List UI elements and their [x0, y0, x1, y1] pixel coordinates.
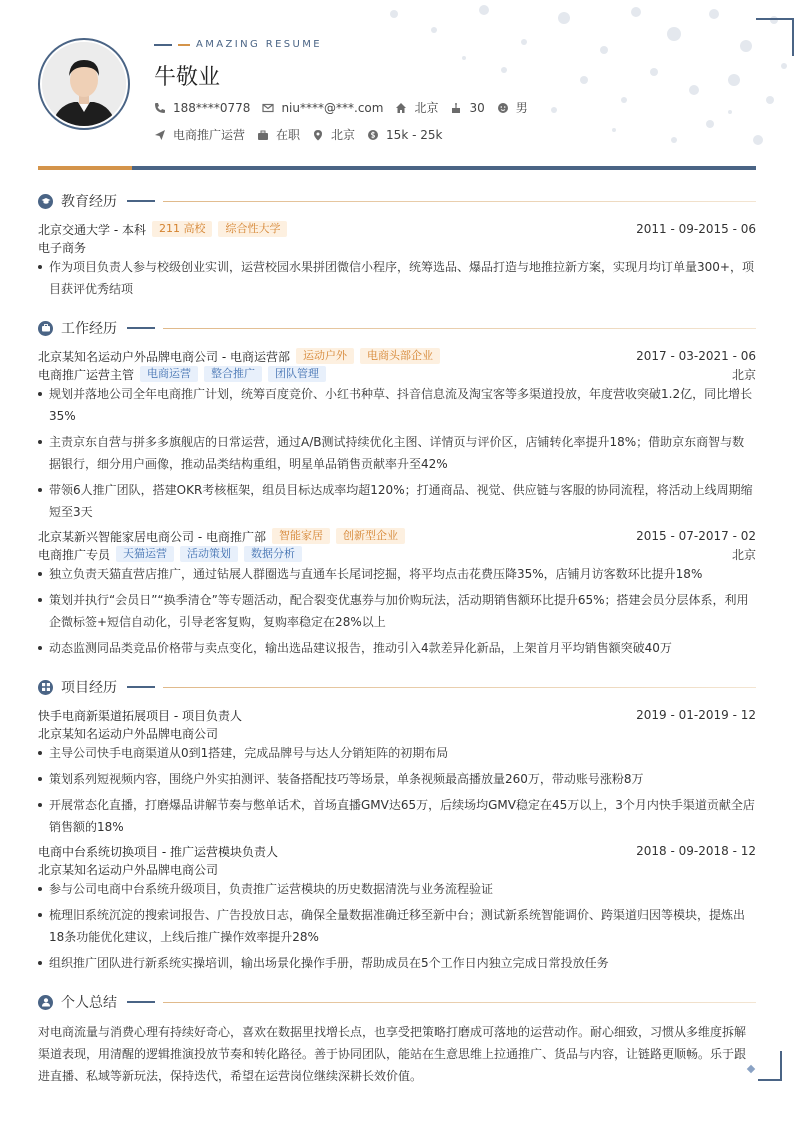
bullet-item: 动态监测同品类竞品价格带与卖点变化，输出选品建议报告，推动引入4款差异化新品，上架首月平均销售额突破40万 [38, 637, 756, 659]
candidate-name: 牛敬业 [154, 65, 221, 90]
grid-icon [38, 680, 53, 695]
location-pin-icon [312, 129, 324, 141]
skill-tag: 整合推广 [204, 366, 262, 382]
date-range: 2015 - 07-2017 - 02 [636, 529, 756, 543]
user-icon [38, 995, 53, 1010]
target-city-text: 北京 [331, 128, 356, 142]
intention-row [154, 126, 454, 143]
skill-tag: 团队管理 [268, 366, 326, 382]
section-projects [38, 677, 756, 697]
date-range: 2018 - 09-2018 - 12 [636, 844, 756, 858]
job-header-row [38, 347, 756, 365]
age-text: 30 [469, 100, 485, 115]
tag: 创新型企业 [336, 528, 405, 544]
bullet-item: 主责京东自营与拼多多旗舰店的日常运营，通过A/B测试持续优化主图、详情页与评价区，店铺转化率提升18%；借助京东商智与数据银行，细分用户画像，推动品类结构重组，明星单品销售贡献率升至42% [38, 431, 756, 475]
salary-icon [367, 129, 379, 141]
contact-row [154, 99, 540, 116]
section-title: 个人总结 [61, 995, 117, 1011]
project-org: 北京某知名运动户外品牌电商公司 [38, 862, 219, 877]
major-row [38, 238, 756, 256]
salary-text: 15k - 25k [386, 127, 443, 142]
tag: 智能家居 [272, 528, 330, 544]
target-role-text: 电商推广运营 [173, 128, 246, 142]
company-name: 北京某新兴智能家居电商公司 - 电商推广部 [38, 529, 266, 544]
phone-icon [154, 102, 166, 114]
home-icon [395, 102, 407, 114]
briefcase-icon [257, 129, 269, 141]
job-title-row [38, 365, 756, 383]
tag: 综合性大学 [218, 221, 287, 237]
education-header-row [38, 220, 756, 238]
bullet-item: 梳理旧系统沉淀的搜索词报告、广告投放日志，确保全量数据准确迁移至新中台；测试新系统智能调价、跨渠道归因等模块，提炼出18条功能优化建议，上线后推广操作效率提升28% [38, 904, 756, 948]
skill-tag: 天猫运营 [116, 546, 174, 562]
eyebrow-text: AMAZING RESUME [196, 39, 322, 50]
bullet-item: 开展常态化直播，打磨爆品讲解节奏与憋单话术，首场直播GMV达65万，后续场均GMV稳定在45万以上，3个月内快手渠道贡献全店销售额的18% [38, 794, 756, 838]
skill-tag: 电商运营 [140, 366, 198, 382]
job-title: 电商推广运营主管 [38, 367, 135, 382]
section-title: 工作经历 [61, 321, 117, 337]
skill-tag: 活动策划 [180, 546, 238, 562]
project-name: 快手电商新渠道拓展项目 - 项目负责人 [38, 708, 242, 723]
corner-decoration-top [756, 18, 794, 56]
job-title-row [38, 545, 756, 563]
section-work [38, 318, 756, 338]
section-title: 教育经历 [61, 194, 117, 210]
tag: 运动户外 [296, 348, 354, 364]
header-divider-bar [38, 166, 756, 170]
status-text: 在职 [276, 128, 301, 142]
date-range: 2019 - 01-2019 - 12 [636, 708, 756, 722]
bullet-item: 主导公司快手电商渠道从0到1搭建，完成品牌号与达人分销矩阵的初期布局 [38, 742, 756, 764]
summary-text: 对电商流量与消费心理有持续好奇心，喜欢在数据里找增长点，也享受把策略打磨成可落地的运营动作。耐心细致，习惯从多维度拆解渠道表现，用清醒的逻辑推演投放节奏和转化路径。善于协同团队，能站在生意思维上拉通推广、货品与内容，让链路更顺畅。乐于跟进直播、私域等新玩法，保持迭代，希望在运营岗位继续深耕长效价值。 [38, 1025, 747, 1083]
avatar-frame [38, 38, 130, 130]
tag: 电商头部企业 [360, 348, 440, 364]
project-header-row [38, 706, 756, 724]
resume-header [38, 38, 756, 158]
bullet-item: 策划并执行“会员日”“换季清仓”等专题活动，配合裂变优惠券与加价购玩法，活动期销售额环比提升65%；搭建会员分层体系，利用企微标签+短信自动化，引导老客复购，复购率稳定在28%以上 [38, 589, 756, 633]
tag: 211 高校 [152, 221, 213, 237]
project-name: 电商中台系统切换项目 - 推广运营模块负责人 [38, 844, 278, 859]
gender-text: 男 [515, 101, 528, 115]
section-title: 项目经历 [61, 680, 117, 696]
project-org-row [38, 860, 756, 878]
city-text: 北京 [414, 101, 439, 115]
date-range: 2011 - 09-2015 - 06 [636, 222, 756, 236]
section-summary [38, 992, 756, 1012]
bullet-item: 组织推广团队进行新系统实操培训，输出场景化操作手册，帮助成员在5个工作日内独立完成日常投放任务 [38, 952, 756, 974]
school-name: 北京交通大学 - 本科 [38, 222, 146, 237]
project-org: 北京某知名运动户外品牌电商公司 [38, 726, 219, 741]
phone-text: 188****0778 [173, 100, 251, 115]
email-text: niu****@***.com [281, 100, 384, 115]
job-location: 北京 [731, 367, 756, 382]
date-range: 2017 - 03-2021 - 06 [636, 349, 756, 363]
graduation-cap-icon [38, 194, 53, 209]
job-header-row [38, 527, 756, 545]
user-face-icon [497, 102, 509, 114]
bullet-item: 策划系列短视频内容，围绕户外实拍测评、装备搭配技巧等场景，单条视频最高播放量260万，带动账号涨粉8万 [38, 768, 756, 790]
company-name: 北京某知名运动户外品牌电商公司 - 电商运营部 [38, 349, 290, 364]
job-location: 北京 [731, 547, 756, 562]
bullet-item: 带领6人推广团队，搭建OKR考核框架，组员目标达成率均超120%；打通商品、视觉、供应链与客服的协同流程，将活动上线周期缩短至3天 [38, 479, 756, 523]
section-education [38, 191, 756, 211]
corner-decoration-bottom [758, 1051, 782, 1081]
bullet-item: 作为项目负责人参与校级创业实训，运营校园水果拼团微信小程序，统筹选品、爆品打造与地推拉新方案，实现月均订单量300+，项目获评优秀结项 [38, 256, 756, 300]
send-icon [154, 129, 166, 141]
briefcase-icon [38, 321, 53, 336]
eyebrow [154, 39, 322, 50]
bullet-item: 规划并落地公司全年电商推广计划，统筹百度竞价、小红书种草、抖音信息流及淘宝客等多渠道投放，年度营收突破1.2亿，同比增长35% [38, 383, 756, 427]
project-org-row [38, 724, 756, 742]
skill-tag: 数据分析 [244, 546, 302, 562]
bullet-item: 参与公司电商中台系统升级项目，负责推广运营模块的历史数据清洗与业务流程验证 [38, 878, 756, 900]
cake-icon [450, 102, 462, 114]
job-title: 电商推广专员 [38, 547, 111, 562]
avatar [42, 42, 126, 126]
bullet-item: 独立负责天猫直营店推广，通过钻展人群圈选与直通车长尾词挖掘，将平均点击花费压降35%，店铺月访客数环比提升18% [38, 563, 756, 585]
email-icon [262, 102, 274, 114]
major: 电子商务 [38, 240, 87, 255]
project-header-row [38, 842, 756, 860]
